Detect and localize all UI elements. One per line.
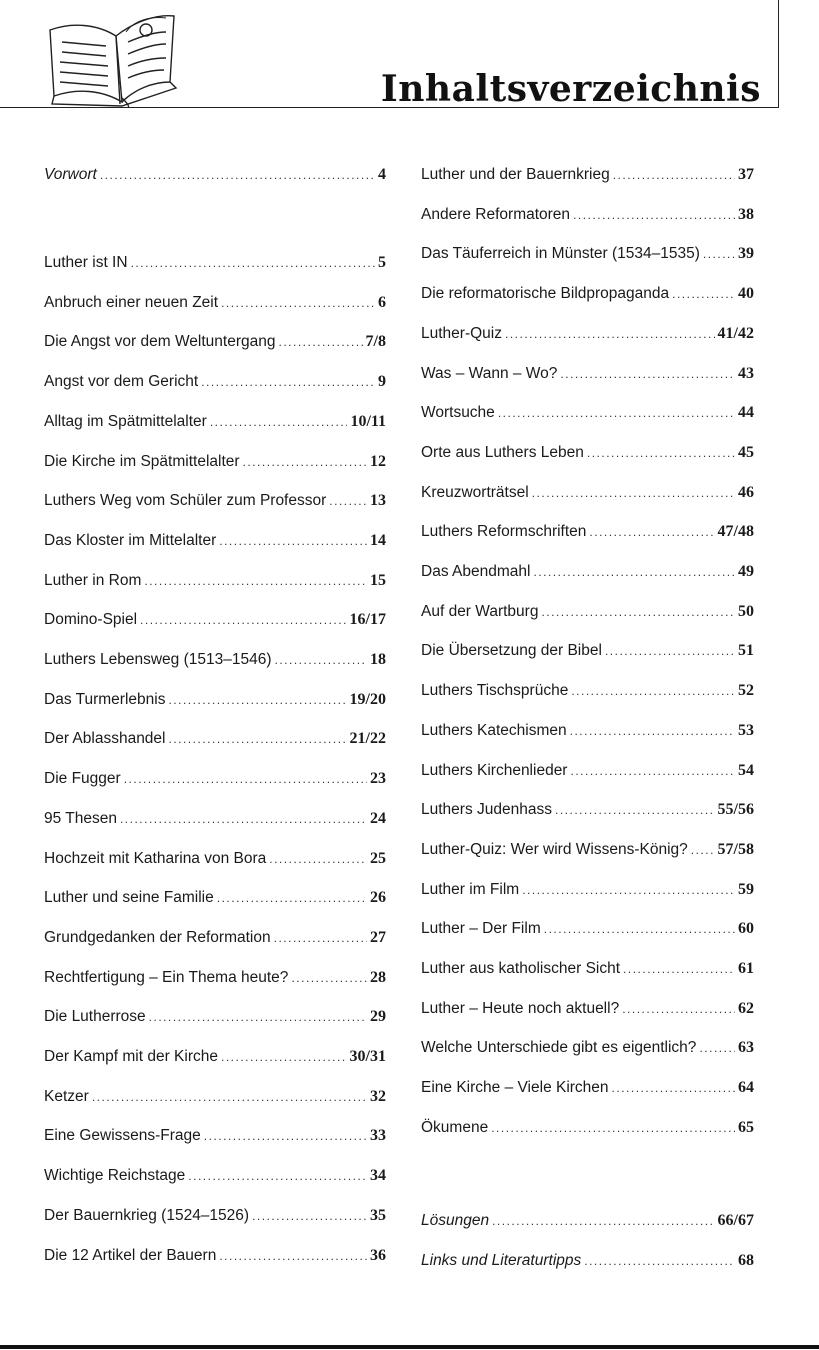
toc-entry-page: 26 (370, 889, 386, 907)
toc-entry-page: 7/8 (365, 333, 386, 351)
toc-leader-dots (269, 847, 367, 871)
toc-entry-page: 23 (370, 770, 386, 788)
open-book-icon (42, 2, 182, 108)
toc-entry (421, 878, 754, 902)
toc-entry (421, 997, 754, 1021)
toc-entry-title: Orte aus Luthers Leben (421, 443, 584, 461)
toc-entry (44, 608, 386, 632)
toc-leader-dots (188, 1164, 367, 1188)
toc-entry-page: 49 (738, 563, 754, 580)
toc-entry (44, 1124, 386, 1148)
toc-entry-page: 15 (370, 571, 386, 589)
toc-entry (421, 203, 754, 227)
toc-entry (421, 1116, 754, 1140)
toc-entry-title: Grundgedanken der Reformation (44, 928, 271, 946)
toc-entry-page: 43 (738, 364, 754, 382)
toc-entry (44, 410, 386, 434)
toc-entry-title: Die Kirche im Spätmittelalter (44, 452, 240, 470)
toc-entry (421, 1076, 754, 1100)
toc-leader-dots (149, 1005, 367, 1029)
toc-entry-page: 18 (370, 651, 386, 668)
toc-leader-dots (505, 322, 715, 346)
toc-leader-dots (100, 163, 375, 187)
toc-entry-page: 51 (738, 642, 754, 660)
toc-entry (44, 489, 386, 513)
toc-entry-title: Domino-Spiel (44, 611, 138, 629)
toc-entry-title: Luther-Quiz: Wer wird Wissens-König? (421, 840, 688, 858)
toc-entry (44, 807, 386, 831)
toc-entry-title: Auf der Wartburg (421, 602, 539, 620)
toc-entry-page: 46 (738, 483, 754, 501)
toc-entry (44, 926, 386, 950)
toc-leader-dots (587, 441, 735, 465)
toc-entry-page: 41/42 (717, 324, 754, 342)
toc-entry-title: Das Abendmahl (421, 563, 531, 580)
toc-entry (44, 727, 386, 751)
toc-entry (421, 679, 754, 703)
toc-entry-title: Luthers Tischsprüche (421, 682, 569, 700)
toc-entry (44, 648, 386, 672)
toc-entry-page: 37 (738, 166, 754, 183)
toc-entry-page: 44 (738, 404, 754, 422)
toc-leader-dots (573, 203, 735, 227)
toc-leader-dots (613, 163, 735, 187)
toc-entry-page: 6 (378, 293, 386, 311)
toc-entry-page: 62 (738, 999, 754, 1017)
toc-entry-title: Kreuzworträtsel (421, 483, 529, 501)
toc-entry-page: 25 (370, 849, 386, 867)
toc-entry-title: Ökumene (421, 1118, 489, 1136)
toc-leader-dots (555, 798, 715, 822)
toc-entry (44, 886, 386, 910)
toc-entry (421, 560, 754, 584)
toc-entry-title: Luther in Rom (44, 571, 142, 589)
toc-entry (44, 767, 386, 791)
toc-leader-dots (168, 688, 346, 712)
toc-entry-page: 27 (370, 928, 386, 946)
toc-entry-page: 12 (370, 452, 386, 470)
toc-leader-dots (544, 917, 735, 941)
toc-entry-title: Die Angst vor dem Weltuntergang (44, 333, 276, 351)
toc-entry (44, 1085, 386, 1109)
toc-entry-title: Ketzer (44, 1087, 89, 1105)
toc-leader-dots (204, 1124, 367, 1148)
toc-leader-dots (243, 450, 367, 474)
toc-leader-dots (140, 608, 347, 632)
toc-entry (421, 1249, 754, 1273)
toc-entry (44, 966, 386, 990)
toc-leader-dots (522, 878, 735, 902)
toc-entry-title: Lösungen (421, 1212, 490, 1229)
toc-entry-title: Luther-Quiz (421, 324, 502, 342)
toc-leader-dots (210, 410, 348, 434)
toc-entry-title: Luthers Weg vom Schüler zum Professor (44, 492, 327, 510)
header-vertical-line (778, 0, 779, 108)
toc-entry-page: 19/20 (349, 690, 386, 708)
toc-leader-dots (532, 481, 735, 505)
toc-leader-dots (541, 600, 735, 624)
toc-leader-dots (699, 1036, 735, 1060)
toc-leader-dots (623, 957, 735, 981)
toc-leader-dots (571, 679, 735, 703)
toc-leader-dots (329, 489, 367, 513)
toc-entry-title: Die reformatorische Bildpropaganda (421, 285, 670, 303)
toc-entry-title: Wichtige Reichstage (44, 1167, 186, 1185)
toc-entry (44, 251, 386, 275)
toc-leader-dots (120, 807, 367, 831)
toc-entry-page: 30/31 (349, 1048, 386, 1065)
toc-entry (421, 759, 754, 783)
toc-entry-title: Das Täuferreich in Münster (1534–1535) (421, 245, 700, 263)
toc-entry (421, 362, 754, 386)
toc-entry-title: Eine Gewissens-Frage (44, 1127, 201, 1145)
toc-entry (421, 917, 754, 941)
toc-leader-dots (703, 242, 735, 266)
toc-entry (421, 798, 754, 822)
toc-leader-dots (672, 282, 735, 306)
toc-entry-title: Luthers Lebensweg (1513–1546) (44, 651, 272, 668)
toc-entry (421, 1209, 754, 1233)
toc-entry-title: Luther aus katholischer Sicht (421, 960, 621, 977)
toc-entry (421, 481, 754, 505)
toc-entry (44, 1244, 386, 1268)
toc-entry (44, 569, 386, 593)
toc-entry (421, 520, 754, 544)
toc-entry-title: Luther im Film (421, 880, 520, 898)
toc-entry-page: 53 (738, 721, 754, 739)
toc-leader-dots (612, 1076, 735, 1100)
toc-leader-dots (252, 1204, 367, 1228)
toc-entry-title: Die Lutherrose (44, 1008, 146, 1026)
toc-leader-dots (560, 362, 735, 386)
toc-entry-page: 4 (378, 166, 386, 183)
toc-entry-title: Anbruch einer neuen Zeit (44, 293, 219, 311)
toc-entry-page: 35 (370, 1206, 386, 1224)
toc-leader-dots (491, 1116, 735, 1140)
toc-entry (421, 1036, 754, 1060)
toc-entry (44, 1164, 386, 1188)
toc-leader-dots (291, 966, 367, 990)
toc-entry-title: Luther – Heute noch aktuell? (421, 999, 620, 1017)
toc-entry-title: Der Bauernkrieg (1524–1526) (44, 1206, 250, 1224)
toc-entry (421, 957, 754, 981)
toc-entry-title: Luthers Judenhass (421, 801, 552, 819)
toc-entry-page: 54 (738, 761, 754, 779)
toc-entry-title: Luthers Reformschriften (421, 523, 587, 541)
toc-entry-page: 57/58 (717, 840, 754, 858)
toc-entry-page: 16/17 (349, 611, 386, 629)
toc-leader-dots (144, 569, 367, 593)
toc-entry-page: 36 (370, 1246, 386, 1264)
toc-entry (44, 370, 386, 394)
toc-entry (44, 688, 386, 712)
toc-entry-title: Hochzeit mit Katharina von Bora (44, 849, 267, 867)
toc-entry-page: 64 (738, 1079, 754, 1097)
toc-entry-page: 66/67 (717, 1212, 754, 1229)
toc-entry-page: 60 (738, 920, 754, 938)
toc-entry (421, 600, 754, 624)
toc-entry (421, 838, 754, 862)
bottom-divider (0, 1345, 819, 1349)
toc-entry-title: Eine Kirche – Viele Kirchen (421, 1079, 609, 1097)
toc-leader-dots (221, 291, 375, 315)
header-divider (0, 107, 779, 108)
toc-entry (421, 242, 754, 266)
toc-leader-dots (533, 560, 735, 584)
toc-leader-dots (201, 370, 375, 394)
toc-entry-page: 55/56 (717, 801, 754, 819)
toc-entry (421, 441, 754, 465)
toc-entry-title: Rechtfertigung – Ein Thema heute? (44, 968, 289, 986)
toc-entry-page: 13 (370, 492, 386, 510)
toc-entry (421, 639, 754, 663)
toc-entry-title: Das Turmerlebnis (44, 690, 166, 708)
toc-entry-page: 24 (370, 809, 386, 827)
toc-leader-dots (274, 926, 367, 950)
toc-entry-page: 10/11 (350, 412, 386, 430)
toc-leader-dots (219, 1244, 367, 1268)
toc-leader-dots (221, 1045, 347, 1069)
toc-entry-title: Welche Unterschiede gibt es eigentlich? (421, 1039, 697, 1057)
toc-leader-dots (584, 1249, 735, 1273)
toc-entry-page: 21/22 (349, 730, 386, 748)
toc-entry-title: Was – Wann – Wo? (421, 364, 558, 382)
toc-entry-page: 33 (370, 1127, 386, 1145)
toc-entry-title: Die Übersetzung der Bibel (421, 642, 602, 660)
toc-entry-page: 40 (738, 285, 754, 303)
toc-entry-page: 28 (370, 968, 386, 986)
toc-entry-title: Angst vor dem Gericht (44, 373, 199, 391)
toc-entry (44, 529, 386, 553)
toc-entry (44, 1204, 386, 1228)
toc-leader-dots (498, 401, 735, 425)
toc-leader-dots (124, 767, 367, 791)
page-title: Inhaltsverzeichnis (380, 68, 761, 110)
toc-entry (421, 719, 754, 743)
toc-entry-page: 5 (378, 254, 386, 271)
toc-entry (44, 291, 386, 315)
toc-entry-page: 47/48 (717, 523, 754, 541)
toc-leader-dots (217, 886, 367, 910)
toc-leader-dots (570, 759, 735, 783)
toc-entry-page: 9 (378, 373, 386, 391)
toc-entry-title: Die Fugger (44, 770, 121, 788)
toc-entry-title: Luther – Der Film (421, 920, 541, 938)
toc-entry-title: Luther ist IN (44, 254, 128, 271)
toc-entry-title: Andere Reformatoren (421, 205, 571, 223)
toc-entry-title: Die 12 Artikel der Bauern (44, 1246, 217, 1264)
toc-entry-title: Luther und der Bauernkrieg (421, 166, 610, 183)
toc-entry (421, 163, 754, 187)
toc-entry-title: Wortsuche (421, 404, 495, 422)
toc-entry-title: Links und Literaturtipps (421, 1251, 582, 1269)
page-header (0, 0, 819, 120)
toc-entry-title: Luthers Kirchenlieder (421, 761, 568, 779)
toc-entry-page: 32 (370, 1087, 386, 1105)
toc-entry-title: Das Kloster im Mittelalter (44, 531, 217, 549)
toc-leader-dots (622, 997, 735, 1021)
toc-leader-dots (169, 727, 347, 751)
toc-entry-page: 14 (370, 531, 386, 549)
toc-leader-dots (570, 719, 735, 743)
toc-entry-page: 38 (738, 205, 754, 223)
toc-leader-dots (219, 529, 367, 553)
toc-leader-dots (278, 330, 362, 354)
toc-entry (44, 163, 386, 187)
toc-entry-page: 61 (738, 960, 754, 977)
toc-leader-dots (691, 838, 715, 862)
toc-leader-dots (275, 648, 367, 672)
toc-entry-page: 29 (370, 1008, 386, 1026)
toc-entry-title: Luther und seine Familie (44, 889, 214, 907)
toc-entry-page: 68 (738, 1251, 754, 1269)
toc-entry (44, 1045, 386, 1069)
toc-leader-dots (92, 1085, 367, 1109)
toc-entry-page: 59 (738, 880, 754, 898)
toc-entry-page: 45 (738, 443, 754, 461)
toc-leader-dots (605, 639, 735, 663)
toc-leader-dots (589, 520, 714, 544)
toc-entry-title: Der Kampf mit der Kirche (44, 1048, 218, 1065)
toc-entry (421, 322, 754, 346)
toc-entry (44, 1005, 386, 1029)
toc-entry (44, 847, 386, 871)
toc-leader-dots (492, 1209, 714, 1233)
toc-entry-page: 34 (370, 1167, 386, 1185)
toc-entry-page: 50 (738, 602, 754, 620)
toc-entry-page: 63 (738, 1039, 754, 1057)
toc-entry (44, 330, 386, 354)
toc-entry (44, 450, 386, 474)
toc-entry-title: Luthers Katechismen (421, 721, 567, 739)
toc-entry-page: 39 (738, 245, 754, 263)
toc-entry-page: 65 (738, 1118, 754, 1136)
toc-entry-title: Vorwort (44, 166, 97, 183)
toc-entry (421, 401, 754, 425)
toc-entry-title: Der Ablasshandel (44, 730, 166, 748)
toc-entry (421, 282, 754, 306)
toc-entry-title: 95 Thesen (44, 809, 117, 827)
toc-leader-dots (131, 251, 375, 275)
toc-entry-title: Alltag im Spätmittelalter (44, 412, 207, 430)
toc-entry-page: 52 (738, 682, 754, 700)
